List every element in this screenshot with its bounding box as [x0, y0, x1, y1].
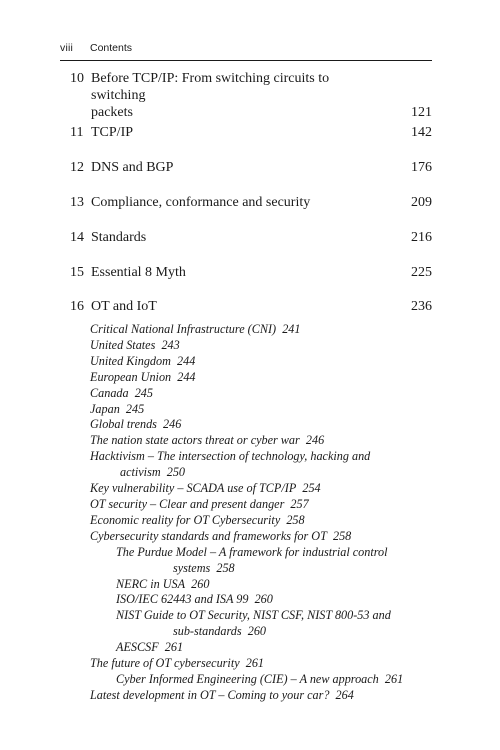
section-page: 246: [305, 433, 325, 448]
chapter-number: 11: [70, 125, 84, 140]
page-number: viii: [60, 42, 74, 54]
chapter-title: TCP/IP: [91, 125, 134, 140]
section-title: Global trends: [90, 417, 157, 432]
chapter-page: 236: [411, 299, 432, 314]
section-entry[interactable]: [90, 322, 432, 338]
section-title: United States: [90, 337, 156, 352]
section-title: United Kingdom: [90, 353, 171, 368]
chapter-title-line-2: packets: [91, 105, 133, 120]
section-title: AESCSF: [116, 640, 159, 655]
running-header: [60, 42, 432, 61]
section-title-continuation: activism: [120, 465, 161, 480]
section-entry[interactable]: [90, 688, 432, 704]
running-title: Contents: [90, 42, 133, 54]
section-title: Latest development in OT – Coming to your car?: [90, 687, 330, 702]
chapter-number: 13: [70, 195, 84, 210]
section-page: 254: [302, 481, 321, 496]
chapter-page: 176: [411, 160, 432, 175]
section-title: ISO/IEC 62443 and ISA 99: [116, 592, 249, 607]
section-page: 245: [134, 385, 153, 400]
section-page: 260: [247, 624, 266, 639]
section-entry[interactable]: [90, 386, 432, 402]
section-page: 243: [161, 337, 180, 352]
section-entry[interactable]: [90, 370, 432, 386]
section-entry[interactable]: [90, 449, 432, 481]
section-title: Key vulnerability – SCADA use of TCP/IP: [90, 481, 297, 496]
chapter-title-line-1: Before TCP/IP: From switching circuits to switching: [91, 71, 330, 103]
section-page: 244: [177, 369, 196, 384]
section-title: Economic reality for OT Cybersecurity: [90, 512, 281, 527]
chapter-number: 16: [70, 299, 84, 314]
section-page: 250: [166, 465, 185, 480]
chapter-title: Essential 8 Myth: [91, 265, 186, 280]
subsection-entry[interactable]: [90, 545, 432, 577]
section-title: OT security – Clear and present danger: [90, 496, 285, 511]
section-page: 246: [163, 417, 182, 432]
section-title: European Union: [90, 369, 172, 384]
section-entry[interactable]: [90, 656, 432, 672]
chapter-title: OT and IoT: [91, 299, 157, 314]
section-page: 257: [290, 496, 309, 511]
chapter-number: 10: [70, 71, 84, 86]
chapter-number: 12: [70, 160, 84, 175]
chapter-entry-13[interactable]: [70, 194, 432, 211]
chapter-16-sections: [90, 322, 432, 704]
chapter-entry-16[interactable]: [70, 298, 432, 315]
section-entry[interactable]: [90, 529, 432, 545]
section-entry[interactable]: [90, 354, 432, 370]
subsection-entry[interactable]: [90, 592, 432, 608]
section-entry[interactable]: [90, 402, 432, 418]
chapter-page: 121: [411, 105, 432, 120]
section-title: The future of OT cybersecurity: [90, 656, 240, 671]
section-entry[interactable]: [90, 513, 432, 529]
section-title-continuation: systems: [173, 560, 211, 575]
section-page: 258: [332, 528, 352, 543]
section-title: Hacktivism – The intersection of technology, hacking and: [90, 449, 371, 464]
section-entry[interactable]: [90, 433, 432, 449]
section-page: 264: [335, 687, 354, 702]
section-entry[interactable]: [90, 417, 432, 433]
chapter-number: 14: [70, 230, 84, 245]
chapter-number: 15: [70, 265, 84, 280]
section-page: 241: [282, 322, 301, 336]
section-title: The Purdue Model – A framework for industrial control: [116, 544, 388, 559]
section-entry[interactable]: [90, 497, 432, 513]
subsection-entry[interactable]: [90, 608, 432, 640]
section-title: Critical National Infrastructure (CNI): [90, 322, 277, 336]
chapter-entry-12[interactable]: [70, 159, 432, 176]
section-page: 261: [164, 640, 184, 655]
section-entry[interactable]: [90, 338, 432, 354]
section-title: Japan: [90, 401, 120, 416]
section-title: NERC in USA: [116, 576, 186, 591]
subsection-entry[interactable]: [90, 640, 432, 656]
section-page: 260: [254, 592, 273, 607]
section-page: 258: [286, 512, 305, 527]
section-title-continuation: sub-standards: [173, 624, 242, 639]
section-title: Canada: [90, 385, 129, 400]
chapter-entry-14[interactable]: [70, 229, 432, 246]
chapter-title: [70, 70, 432, 121]
section-title: Cybersecurity standards and frameworks for OT: [90, 528, 327, 543]
section-entry[interactable]: [90, 481, 432, 497]
chapter-entry-10[interactable]: [70, 70, 432, 121]
chapter-entry-15[interactable]: [70, 264, 432, 281]
section-title: NIST Guide to OT Security, NIST CSF, NIST 800-53 and: [116, 608, 391, 623]
chapter-page: 142: [411, 125, 432, 140]
section-title: The nation state actors threat or cyber war: [90, 433, 300, 448]
chapter-title: Compliance, conformance and security: [91, 195, 311, 210]
chapter-title: Standards: [91, 230, 147, 245]
subsection-entry[interactable]: [90, 672, 432, 688]
chapter-page: 225: [411, 265, 432, 280]
section-page: 258: [216, 560, 235, 575]
section-page: 244: [177, 353, 196, 368]
chapter-entry-11[interactable]: [70, 124, 432, 141]
section-page: 245: [125, 401, 145, 416]
section-page: 260: [191, 576, 210, 591]
chapter-title: DNS and BGP: [91, 160, 174, 175]
section-page: 261: [384, 671, 404, 686]
section-page: 261: [245, 656, 264, 671]
chapter-page: 209: [411, 195, 432, 210]
subsection-entry[interactable]: [90, 577, 432, 593]
section-title: Cyber Informed Engineering (CIE) – A new approach: [116, 671, 379, 686]
chapter-page: 216: [411, 230, 432, 245]
